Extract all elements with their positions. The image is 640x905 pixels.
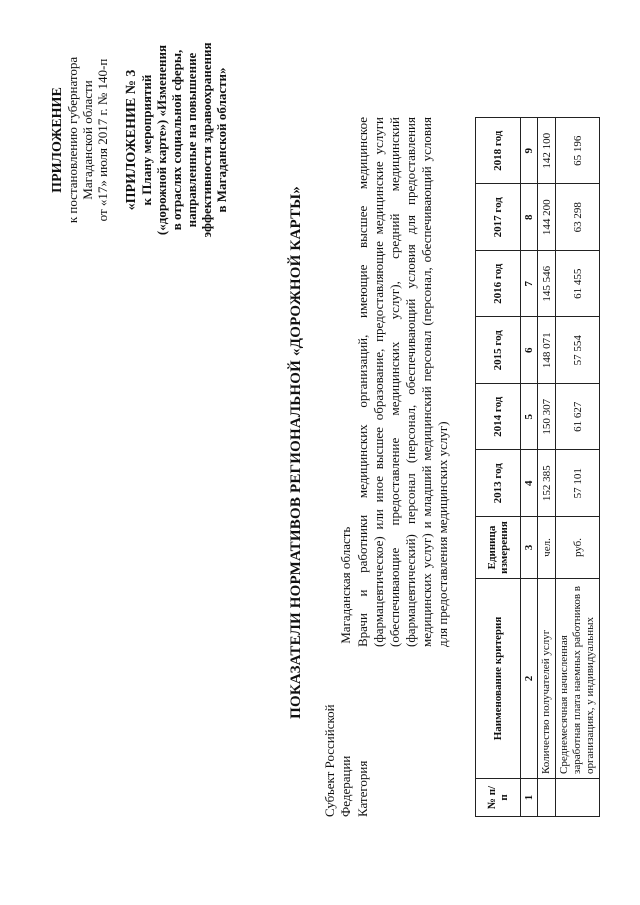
row-number (538, 779, 556, 817)
column-number: 9 (521, 118, 538, 185)
table-row (556, 118, 600, 817)
sub-appendix-line: эффективности здравоохранения (199, 42, 214, 238)
header-cell: 2016 год (476, 251, 521, 318)
value-cell: 150 307 (538, 384, 556, 451)
value-cell: 57 554 (556, 317, 600, 384)
value-cell: 152 385 (538, 450, 556, 517)
column-number: 8 (521, 184, 538, 251)
sub-appendix-title: «ПРИЛОЖЕНИЕ № 3 (124, 69, 139, 211)
criterion-name: Количество получателей услуг (538, 579, 556, 779)
category-text: Врачи и работники медицинских организаций, имеющие высшее медицинское (фармацевтическое) или иное высшее образование, предоставляющие медицинские услуги (обеспечивающие предоставление медицинских услуг), средний медицинский (фармацевтический) персонал (персонал, обеспечивающий условия для предоставления медицинских услуг) и младший медицинский персонал (персонал, обеспечивающий условия для предоставления медицинских услуг) (355, 117, 450, 647)
column-number: 3 (521, 517, 538, 579)
value-cell: 144 200 (538, 184, 556, 251)
sub-appendix-line: в Магаданской области» (214, 67, 229, 213)
header-cell: 2017 год (476, 184, 521, 251)
column-number: 6 (521, 317, 538, 384)
header-cell: Наименование критерия (476, 579, 521, 779)
unit-cell: руб. (556, 517, 600, 579)
table-header-row (476, 118, 521, 817)
criterion-name: Среднемесячная начисленная заработная плата наемных работников в организациях, у индивидуальных (556, 579, 600, 779)
header-cell: 2013 год (476, 450, 521, 517)
value-cell: 61 627 (556, 384, 600, 451)
table-row (538, 118, 556, 817)
category-label: Категория (355, 760, 370, 817)
column-number: 2 (521, 579, 538, 779)
header-cell: Единица измерения (476, 517, 521, 579)
appendix-line: Магаданской области (80, 80, 95, 200)
appendix-title: ПРИЛОЖЕНИЕ (50, 87, 65, 193)
header-cell: 2014 год (476, 384, 521, 451)
column-number: 1 (521, 779, 538, 817)
column-number-row (521, 118, 538, 817)
header-cell: 2015 год (476, 317, 521, 384)
column-number: 7 (521, 251, 538, 318)
indicators-table (475, 117, 600, 817)
subject-label: Субъект Российской Федерации (322, 704, 353, 817)
appendix-date: от «17» июля 2017 г. № 140-п (95, 58, 110, 222)
sub-appendix-line: («дорожной карте») «Изменения (154, 44, 169, 236)
header-cell: № п/п (476, 779, 521, 817)
value-cell: 61 455 (556, 251, 600, 318)
value-cell: 145 546 (538, 251, 556, 318)
page-title: ПОКАЗАТЕЛИ НОРМАТИВОВ РЕГИОНАЛЬНОЙ «ДОРОЖНОЙ КАРТЫ» (288, 186, 304, 719)
subject-row (322, 527, 354, 817)
value-cell: 65 196 (556, 118, 600, 185)
header-cell: 2018 год (476, 118, 521, 185)
column-number: 4 (521, 450, 538, 517)
appendix-block (50, 15, 229, 265)
value-cell: 63 298 (556, 184, 600, 251)
subject-value: Магаданская область (338, 526, 353, 644)
unit-cell: чел. (538, 517, 556, 579)
column-number: 5 (521, 384, 538, 451)
value-cell: 142 100 (538, 118, 556, 185)
value-cell: 148 071 (538, 317, 556, 384)
value-cell: 57 101 (556, 450, 600, 517)
sub-appendix-line: в отраслях социальной сферы, (169, 49, 184, 231)
sub-appendix-line: к Плану мероприятий (139, 74, 154, 206)
sub-appendix-line: направленные на повышение (184, 52, 199, 228)
appendix-line: к постановлению губернатора (65, 56, 80, 224)
row-number (556, 779, 600, 817)
